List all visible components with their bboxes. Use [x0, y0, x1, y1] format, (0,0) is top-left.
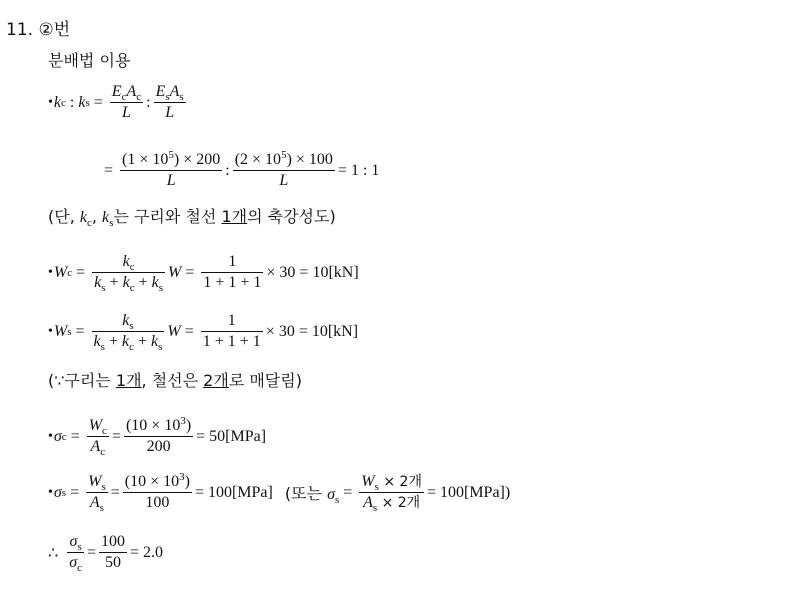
numeric-ratio-equation: = $\frac{(1 \times 10^5) \times 200}{L}$ : $\frac{(2 \times 10^5) \times 100}{L}$ = 1 : 1	[104, 149, 380, 189]
ks-symbol: k	[78, 93, 86, 111]
fraction-load-over-area-copper: $\frac{(10 \times 10^3)}{200}$	[125, 415, 192, 455]
load-copper-equation: • W c = $\frac{k_c}{k_s + k_c + k_s}$ W = $\frac{1}{1 + 1 + 1}$ × 30 = 10[kN]	[48, 253, 359, 294]
stress-copper-equation: • σ c = $\frac{W_c}{A_c}$ = $\frac{(10 \times 10^3)}{200}$ = 50[MPa]	[48, 415, 267, 458]
bullet: •	[48, 94, 53, 110]
answer-label: ②번	[38, 20, 71, 40]
question-header	[6, 15, 70, 40]
note-wire-count: (∵구리는 1개, 철선은 2개로 매달림)	[48, 371, 302, 390]
load-steel-equation: • W s = $\frac{k_s}{k_s + k_c + k_s}$ W = $\frac{1}{1 + 1 + 1}$ × 30 = 10[kN]	[48, 312, 359, 353]
fraction-ecac-over-l: $\frac{E_cA_c}{L}$	[111, 83, 142, 121]
fraction-ws-over-as: $\frac{W_s}{A_s}$	[88, 473, 106, 514]
fraction-load-over-area-steel: $\frac{(10 \times 10^3)}{100}$	[124, 471, 190, 511]
fraction-steel-stiffness: $\frac{(2 \times 10^5) \times 100}{L}$	[234, 149, 333, 189]
fraction-one-third: $\frac{1}{1 + 1 + 1}$	[203, 253, 262, 291]
fraction-alt-two-wires: $\frac{W_s \times 2개}{A_s \times 2개}$	[361, 473, 422, 514]
fraction-kc-over-sum: $\frac{k_c}{k_s + k_c + k_s}$	[94, 253, 163, 294]
fraction-sigma-ratio: $\frac{\sigma_s}{\sigma_c}$	[69, 533, 82, 574]
kc-symbol: k	[53, 93, 62, 111]
stress-steel-alternative: (또는 $\sigma_s$	[284, 484, 340, 506]
method-text: 분배법 이용	[48, 51, 131, 70]
stress-copper-result: = 50[MPa]	[196, 427, 267, 445]
ratio-result: = 1 : 1	[337, 161, 380, 179]
note-axial-stiffness: (단, $k_c$, $k_s$는 구리와 철선 1개의 축강성도)	[48, 207, 336, 229]
fraction-100-over-50: $\frac{100}{50}$	[101, 533, 125, 571]
load-steel-result: × 30 = 10[kN]	[265, 322, 359, 340]
stress-ratio-equation: ∴ $\frac{\sigma_s}{\sigma_c}$ = $\frac{100}{50}$ = 2.0	[48, 533, 164, 574]
fraction-one-third: $\frac{1}{1 + 1 + 1}$	[202, 312, 261, 350]
stiffness-ratio-equation: • k c : k s = $\frac{E_cA_c}{L}$ : $\frac{E_sA_s}{L}$	[48, 83, 184, 121]
fraction-esas-over-l: $\frac{E_sA_s}{L}$	[155, 83, 184, 121]
stress-ratio-result: = 2.0	[130, 543, 164, 561]
load-copper-result: × 30 = 10[kN]	[266, 263, 359, 281]
fraction-copper-stiffness: $\frac{(1 \times 10^5) \times 200}{L}$	[122, 149, 221, 189]
fraction-ks-over-sum: $\frac{k_s}{k_s + k_c + k_s}$	[93, 312, 163, 353]
fraction-wc-over-ac: $\frac{W_c}{A_c}$	[88, 417, 107, 458]
question-number: 11.	[6, 20, 39, 40]
stress-steel-equation: • σ s = $\frac{W_s}{A_s}$ = $\frac{(10 \times 10^3)}{100}$ = 100[MPa] (또는 $\sigma_s$ = $\frac{W_s \times 2개}{A_s \times 2개}$ = 100[MPa])	[48, 471, 511, 514]
stress-steel-result: = 100[MPa]	[194, 483, 273, 501]
